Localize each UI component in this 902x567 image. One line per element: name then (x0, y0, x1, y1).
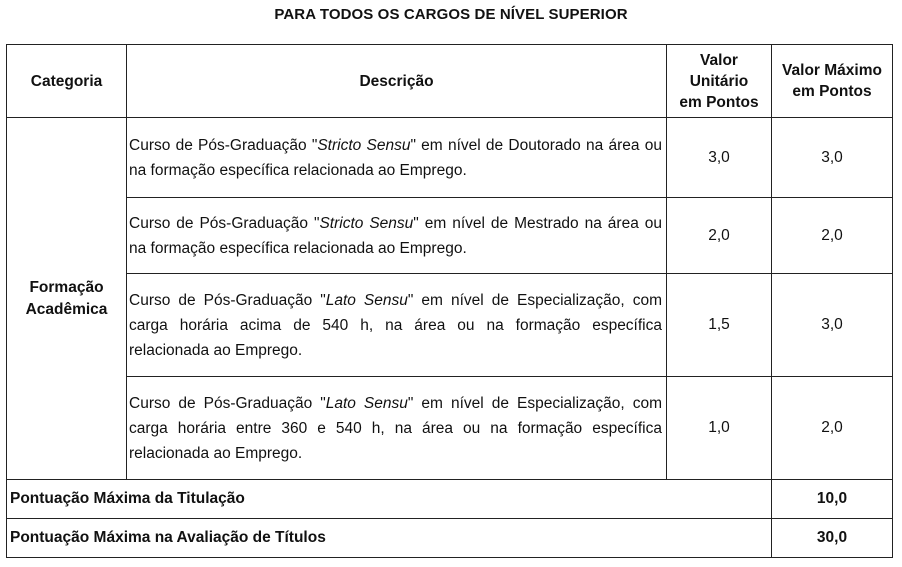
footer-row-titulacao (7, 480, 893, 519)
description-text: " em nível de Especialização, com carga horária acima de 540 h, na área ou na formação específica relacionada ao Emprego. (129, 291, 662, 359)
footer-value: 10,0 (772, 480, 893, 519)
description-text: Curso de Pós-Graduação " (129, 291, 326, 309)
header-valor-unitario-text: Valor Unitário em Pontos (679, 51, 759, 111)
description-cell (127, 377, 667, 480)
footer-value: 30,0 (772, 519, 893, 558)
scoring-table (6, 44, 893, 558)
document-title: PARA TODOS OS CARGOS DE NÍVEL SUPERIOR (274, 6, 628, 23)
description-italic: Lato Sensu (325, 291, 408, 309)
unit-value-cell: 1,0 (667, 377, 772, 480)
description-italic: Stricto Sensu (319, 214, 414, 232)
table-row (7, 198, 893, 274)
table-row (7, 118, 893, 198)
description-text: " em nível de Mestrado na área ou na formação específica relacionada ao Emprego. (129, 214, 662, 257)
max-value-cell: 3,0 (772, 274, 893, 377)
header-valor-unitario (667, 45, 772, 118)
unit-value-cell: 2,0 (667, 198, 772, 274)
description-text: Curso de Pós-Graduação " (129, 136, 318, 154)
description-text: Curso de Pós-Graduação " (129, 394, 326, 412)
description-cell (127, 198, 667, 274)
max-value-cell: 2,0 (772, 377, 893, 480)
description-italic: Stricto Sensu (317, 136, 411, 154)
header-descricao: Descrição (127, 45, 667, 118)
category-cell (7, 118, 127, 480)
footer-label: Pontuação Máxima da Titulação (7, 480, 772, 519)
description-cell (127, 274, 667, 377)
unit-value-cell: 1,5 (667, 274, 772, 377)
category-label: Formação Acadêmica (25, 278, 108, 318)
header-categoria: Categoria (7, 45, 127, 118)
description-text: Curso de Pós-Graduação " (129, 214, 320, 232)
description-text: " em nível de Doutorado na área ou na formação específica relacionada ao Emprego. (129, 136, 662, 179)
description-italic: Lato Sensu (325, 394, 408, 412)
footer-row-avaliacao (7, 519, 893, 558)
table-row (7, 377, 893, 480)
table-row (7, 274, 893, 377)
table-header-row (7, 45, 893, 118)
description-text: " em nível de Especialização, com carga horária entre 360 e 540 h, na área ou na formação específica relacionada ao Emprego. (129, 394, 662, 462)
max-value-cell: 3,0 (772, 118, 893, 198)
unit-value-cell: 3,0 (667, 118, 772, 198)
description-cell (127, 118, 667, 198)
max-value-cell: 2,0 (772, 198, 893, 274)
header-valor-maximo-text: Valor Máximo em Pontos (782, 62, 882, 100)
footer-label: Pontuação Máxima na Avaliação de Títulos (7, 519, 772, 558)
header-valor-maximo (772, 45, 893, 118)
